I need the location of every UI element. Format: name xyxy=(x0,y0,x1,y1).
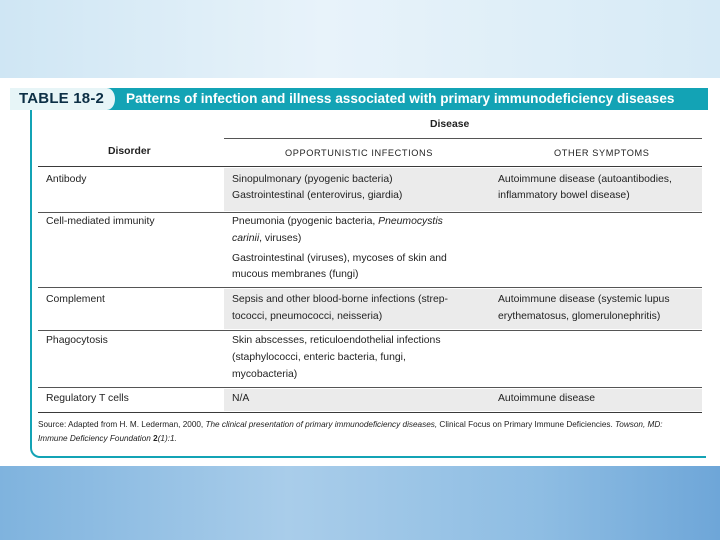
cell-infection-line: Gastrointestinal (viruses), mycoses of skin and xyxy=(232,253,447,264)
header-divider xyxy=(224,138,702,139)
cell-disorder: Phagocytosis xyxy=(46,335,108,346)
header-disorder: Disorder xyxy=(108,146,151,157)
row-divider xyxy=(38,387,702,388)
cell-disorder: Complement xyxy=(46,294,105,305)
cell-infection-line: (staphylococci, enteric bacteria, fungi, xyxy=(232,352,406,363)
cell-infection-line: carinii, viruses) xyxy=(232,233,302,244)
slide-header-background xyxy=(0,0,720,78)
cell-symptom-line: Autoimmune disease xyxy=(498,393,596,404)
cell-symptom-line: erythematosus, glomerulonephritis) xyxy=(498,311,661,322)
slide-footer-background xyxy=(0,466,720,540)
table-number: TABLE 18-2 xyxy=(10,88,118,110)
header-other-symptoms: OTHER SYMPTOMS xyxy=(554,148,650,158)
source-note: Source: Adapted from H. M. Lederman, 2000, The clinical presentation of primary immunodeficiency diseases, Clinical Focus on Primary Immune Deficiencies. Towson, MD: Immune Deficiency Foundation 2(1):1. xyxy=(38,420,663,443)
cell-symptom-line: Autoimmune disease (systemic lupus xyxy=(498,294,670,305)
row-divider xyxy=(38,287,702,288)
cell-infection-line: Pneumonia (pyogenic bacteria, Pneumocystis xyxy=(232,216,443,227)
row-divider xyxy=(38,212,702,213)
cell-disorder: Regulatory T cells xyxy=(46,393,129,404)
header-rule xyxy=(38,166,702,167)
cell-infection-line: Skin abscesses, reticuloendothelial infections xyxy=(232,335,441,346)
cell-disorder: Cell-mediated immunity xyxy=(46,216,155,227)
cell-infection-line: N/A xyxy=(232,393,250,404)
cell-infection-line: mucous membranes (fungi) xyxy=(232,269,359,280)
cell-infection-line: Gastrointestinal (enterovirus, giardia) xyxy=(232,190,403,201)
cell-symptom-line: inflammatory bowel disease) xyxy=(498,190,630,201)
row-divider xyxy=(38,330,702,331)
header-disease: Disease xyxy=(430,119,470,130)
cell-infection-line: tococci, pneumococci, neisseria) xyxy=(232,311,383,322)
table-bottom-rule xyxy=(38,412,702,413)
cell-symptom-line: Autoimmune disease (autoantibodies, xyxy=(498,174,672,185)
cell-disorder: Antibody xyxy=(46,174,87,185)
cell-infection-line: Sepsis and other blood-borne infections (strep- xyxy=(232,294,449,305)
table-title: Patterns of infection and illness associated with primary immunodeficiency diseases xyxy=(126,91,675,106)
cell-infection-line: Sinopulmonary (pyogenic bacteria) xyxy=(232,174,393,185)
cell-infection-line: mycobacteria) xyxy=(232,369,298,380)
header-opportunistic-infections: OPPORTUNISTIC INFECTIONS xyxy=(285,148,433,158)
row-shading xyxy=(224,389,702,411)
